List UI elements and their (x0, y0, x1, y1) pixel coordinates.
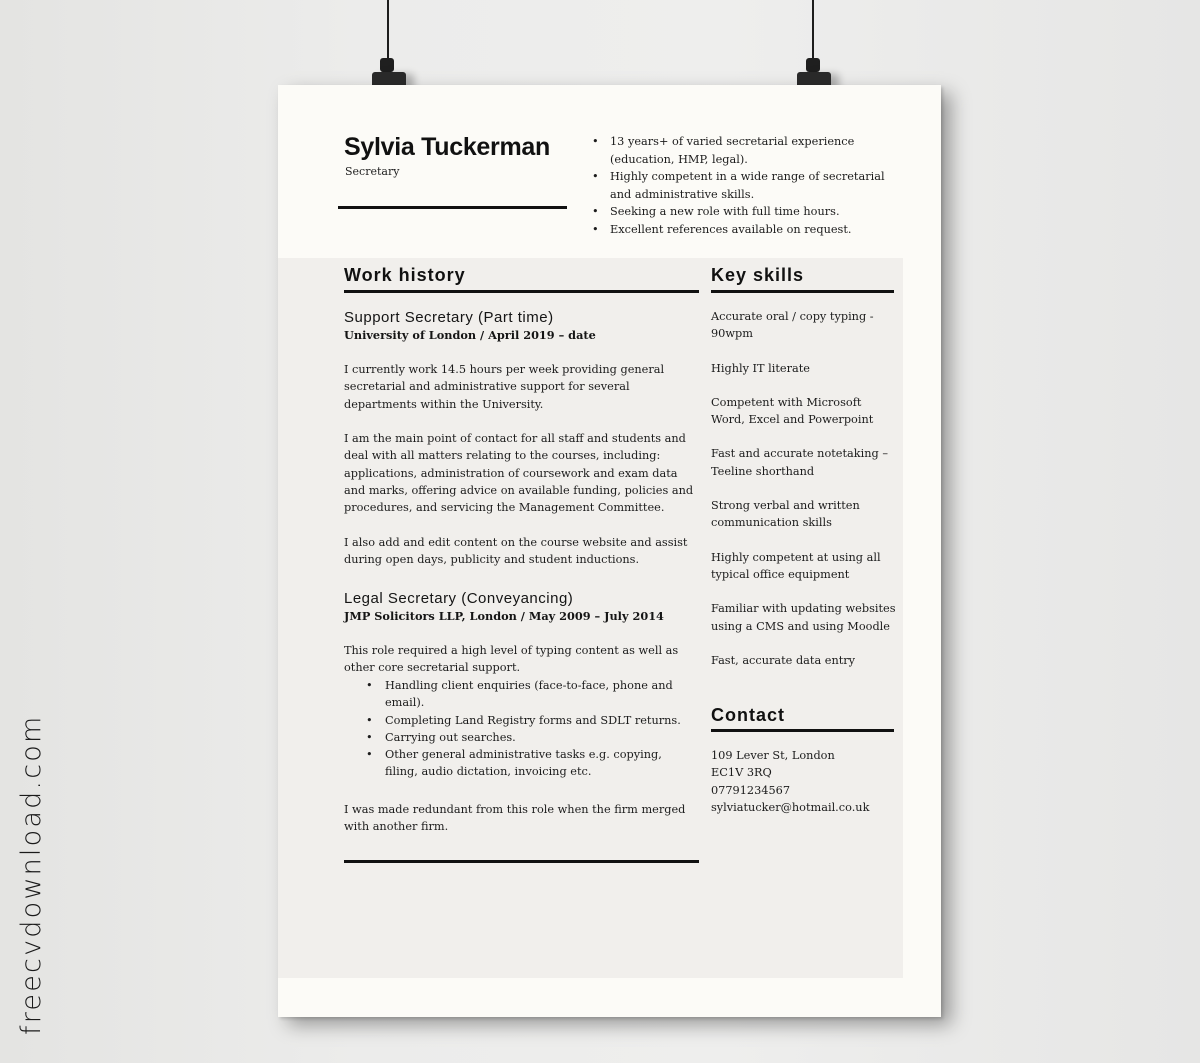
contact-divider (711, 729, 894, 732)
key-skills-divider (711, 290, 894, 293)
contact-email: sylviatucker@hotmail.co.uk (711, 800, 870, 814)
job-duties-list (366, 677, 696, 781)
job-duty: • Other general administrative tasks e.g. copying, filing, audio dictation, invoicing etc. (366, 746, 696, 781)
work-history-divider (344, 290, 699, 293)
job-title: Legal Secretary (Conveyancing) (344, 590, 574, 607)
job-description: I also add and edit content on the course website and assist during open days, publicity and student inductions. (344, 536, 688, 567)
job-employer-dates: JMP Solicitors LLP, London / May 2009 – July 2014 (344, 609, 664, 623)
work-history-heading: Work history (344, 265, 466, 285)
candidate-name: Sylvia Tuckerman (344, 133, 550, 161)
key-skills-list (711, 308, 896, 686)
hanging-string-left (387, 0, 389, 60)
skill-item: Fast, accurate data entry (711, 653, 856, 667)
contact-details (711, 747, 896, 816)
candidate-role: Secretary (345, 165, 400, 178)
binder-clip-right-handle (806, 58, 820, 72)
key-skills-heading: Key skills (711, 265, 805, 285)
job-duty: • Carrying out searches. (366, 729, 696, 746)
summary-item: • Highly competent in a wide range of secretarial and administrative skills. (590, 168, 890, 203)
skill-item: Strong verbal and written communication skills (711, 499, 860, 530)
resume-page (278, 85, 941, 1017)
job-employer-dates: University of London / April 2019 – date (344, 328, 596, 342)
skill-item: Competent with Microsoft Word, Excel and Powerpoint (711, 395, 874, 427)
header-divider (338, 206, 567, 209)
job-description: I currently work 14.5 hours per week providing general secretarial and administrative support for several departments within the University. (344, 363, 665, 411)
contact-heading: Contact (711, 705, 785, 725)
job-title: Support Secretary (Part time) (344, 309, 554, 326)
skill-item: Fast and accurate notetaking – Teeline shorthand (711, 447, 888, 478)
job-description: This role required a high level of typing content as well as other core secretarial support. (344, 644, 679, 675)
site-watermark: freecvdownload.com (16, 714, 47, 1035)
contact-address-line1: 109 Lever St, London (711, 749, 835, 762)
hanging-string-right (812, 0, 814, 60)
job-description: I was made redundant from this role when the firm merged with another firm. (344, 803, 686, 834)
summary-item: • Excellent references available on request. (590, 221, 890, 239)
binder-clip-left-handle (380, 58, 394, 72)
contact-phone: 07791234567 (711, 783, 791, 797)
summary-item: • Seeking a new role with full time hours. (590, 203, 890, 221)
summary-item: • 13 years+ of varied secretarial experience (education, HMP, legal). (590, 133, 890, 168)
skill-item: Familiar with updating websites using a CMS and using Moodle (711, 602, 896, 633)
work-history-end-divider (344, 860, 699, 863)
job-duty: • Handling client enquiries (face-to-face, phone and email). (366, 677, 696, 712)
contact-address-line2: EC1V 3RQ (711, 766, 772, 780)
summary-list (590, 133, 890, 239)
job-duty: • Completing Land Registry forms and SDLT returns. (366, 712, 696, 729)
skill-item: Accurate oral / copy typing - 90wpm (711, 310, 874, 341)
skill-item: Highly competent at using all typical office equipment (711, 550, 881, 581)
skill-item: Highly IT literate (711, 361, 810, 375)
job-description: I am the main point of contact for all staff and students and deal with all matters relating to the courses, including: applications, administration of coursework and exam data and marks, offering advice on available funding, policies and procedures, and servicing the Management Committee. (344, 432, 694, 515)
